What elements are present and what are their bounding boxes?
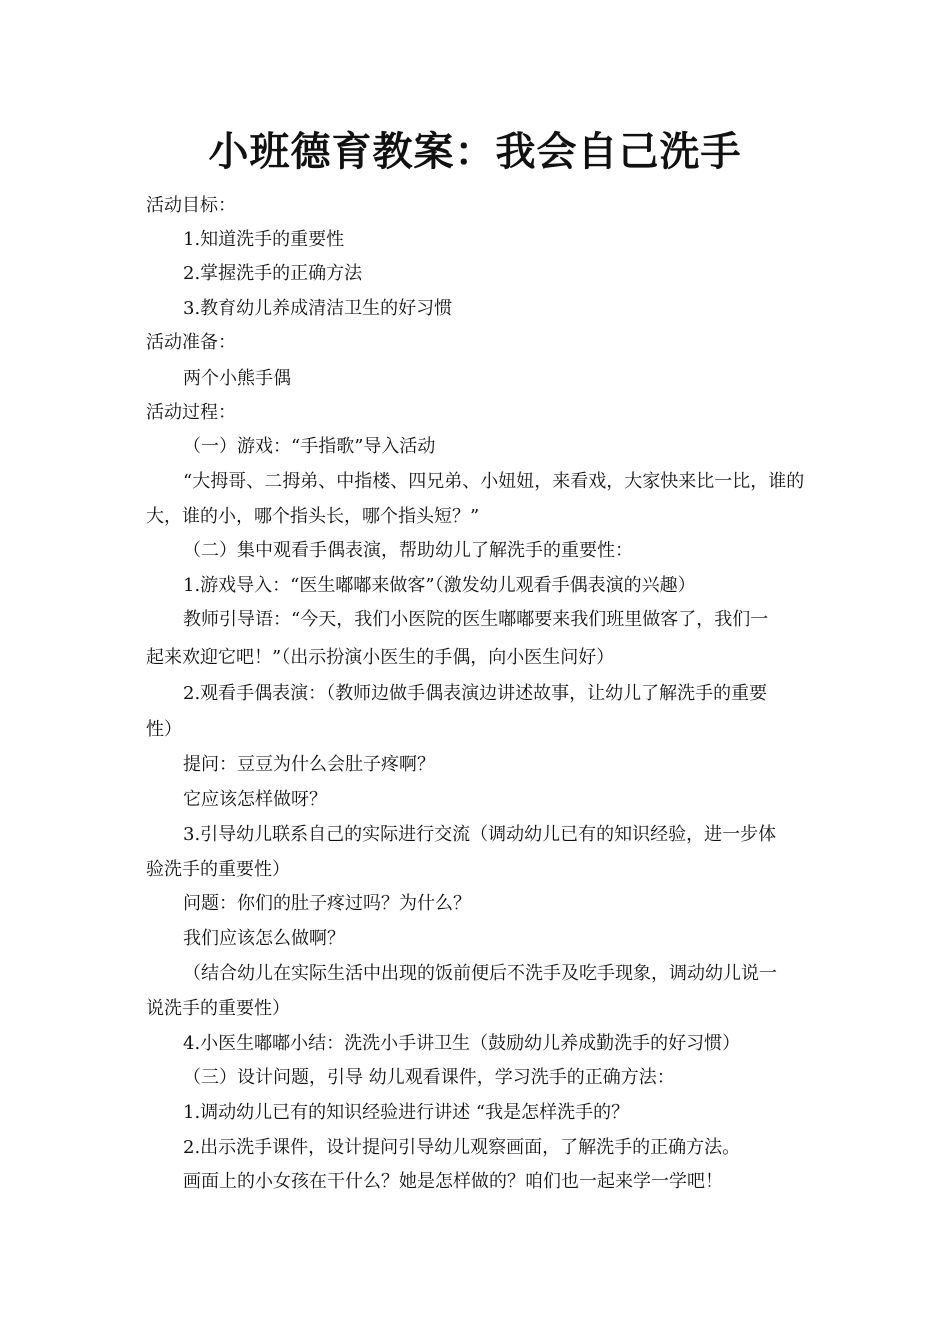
section-heading-preparation: 活动准备： bbox=[146, 332, 236, 353]
paragraph-line: 问题：你们的肚子疼过吗？为什么？ bbox=[183, 893, 471, 914]
paragraph-line: （结合幼儿在实际生活中出现的饭前便后不洗手及吃手现象，调动幼儿说一 bbox=[183, 963, 777, 984]
step-heading: （二）集中观看手偶表演，帮助幼儿了解洗手的重要性： bbox=[183, 540, 633, 561]
paragraph-line: 3.引导幼儿联系自己的实际进行交流（调动幼儿已有的知识经验，进一步体 bbox=[183, 824, 777, 845]
paragraph-line: 2.出示洗手课件，设计提问引导幼儿观察画面，了解洗手的正确方法。 bbox=[183, 1137, 741, 1158]
paragraph-line: 验洗手的重要性） bbox=[146, 859, 290, 880]
section-heading-goals: 活动目标： bbox=[146, 195, 236, 216]
paragraph-line: 教师引导语：“今天，我们小医院的医生嘟嘟要来我们班里做客了，我们一 bbox=[183, 609, 769, 630]
paragraph-line: 大，谁的小，哪个指头长，哪个指头短？” bbox=[146, 506, 480, 527]
paragraph-line: 2.观看手偶表演：（教师边做手偶表演边讲述故事，让幼儿了解洗手的重要 bbox=[183, 683, 768, 704]
paragraph-line: 4.小医生嘟嘟小结：洗洗小手讲卫生（鼓励幼儿养成勤洗手的好习惯） bbox=[183, 1033, 741, 1054]
paragraph-line: 它应该怎样做呀？ bbox=[183, 789, 327, 810]
goal-item: 3.教育幼儿养成清洁卫生的好习惯 bbox=[183, 298, 453, 319]
paragraph-line: 1.调动幼儿已有的知识经验进行讲述 “我是怎样洗手的？ bbox=[183, 1102, 630, 1123]
paragraph-line: 说洗手的重要性） bbox=[146, 998, 290, 1019]
paragraph-line: “大拇哥、二拇弟、中指楼、四兄弟、小妞妞，来看戏，大家快来比一比，谁的 bbox=[183, 471, 805, 492]
paragraph-line: 1.游戏导入：“医生嘟嘟来做客”（激发幼儿观看手偶表演的兴趣） bbox=[183, 575, 696, 596]
step-heading: （一）游戏：“手指歌”导入活动 bbox=[183, 436, 436, 457]
step-heading: （三）设计问题，引导 幼儿观看课件，学习洗手的正确方法： bbox=[183, 1067, 675, 1088]
paragraph-line: 画面上的小女孩在干什么？她是怎样做的？咱们也一起来学一学吧！ bbox=[183, 1171, 723, 1192]
paragraph-line: 性） bbox=[146, 719, 182, 740]
section-heading-process: 活动过程： bbox=[146, 402, 236, 423]
goal-item: 2.掌握洗手的正确方法 bbox=[183, 263, 363, 284]
goal-item: 1.知道洗手的重要性 bbox=[183, 229, 345, 250]
paragraph-line: 提问：豆豆为什么会肚子疼啊？ bbox=[183, 754, 435, 775]
document-title: 小班德育教案：我会自己洗手 bbox=[208, 128, 742, 175]
paragraph-line: 起来欢迎它吧！”（出示扮演小医生的手偶，向小医生问好） bbox=[146, 647, 615, 668]
preparation-text: 两个小熊手偶 bbox=[183, 368, 291, 389]
paragraph-line: 我们应该怎么做啊？ bbox=[183, 928, 345, 949]
